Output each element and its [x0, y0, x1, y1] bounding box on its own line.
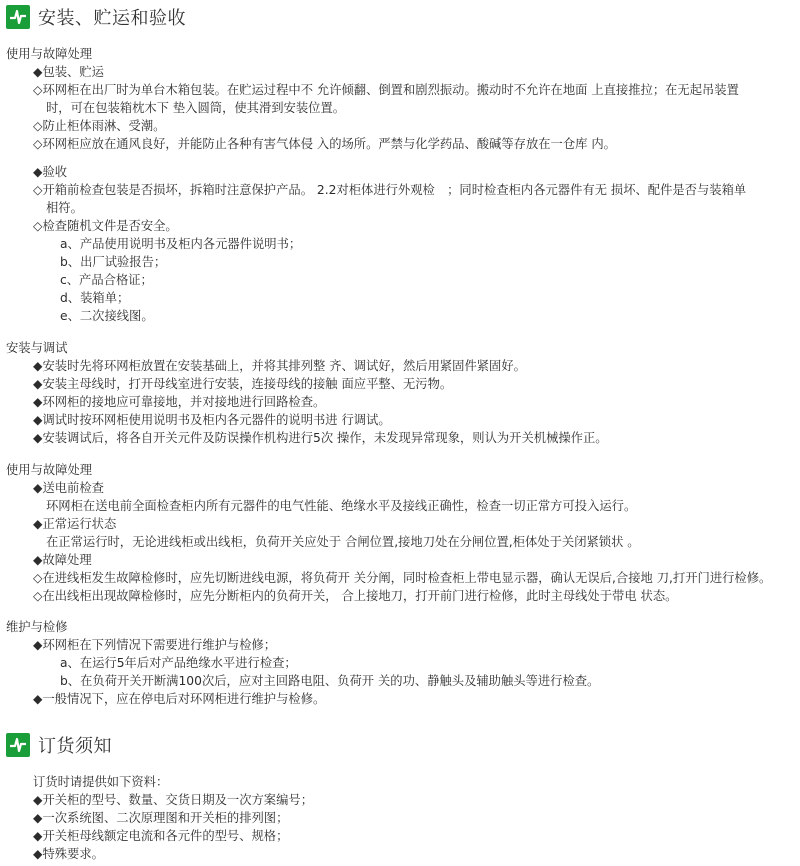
- section-title-order: 订货须知: [38, 736, 112, 757]
- section-header-install: [6, 3, 186, 31]
- list-item: ◆安装主母线时，打开母线室进行安装，连接母线的接触 面应平整、无污物。: [33, 377, 453, 391]
- list-item: 时，可在包装箱枕木下 垫入圆筒，使其滑到安装位置。: [46, 101, 346, 115]
- list-item: ◆环网柜在下列情况下需要进行维护与检修；: [33, 638, 277, 652]
- list-item: ◆特殊要求。: [33, 847, 104, 861]
- heading-setup: 安装与调试: [6, 341, 68, 355]
- list-item: ◇在进线柜发生故障检修时，应先切断进线电源，将负荷开 关分阐，同时检查柜上带电显示器，确认无误后,合接地 刀,打开门进行检修。: [33, 571, 772, 585]
- lightning-icon: [6, 733, 30, 757]
- list-item: ◇检查随机文件是否安全。: [33, 219, 178, 233]
- lightning-icon: [6, 5, 30, 29]
- doc-item: e、二次接线图。: [60, 309, 154, 323]
- section-header-order: [6, 731, 112, 759]
- list-item: ◇在出线柜出现故障检修时，应先分断柜内的负荷开关， 合上接地刀，打开前门进行检修，此时主母线处于带电 状态。: [33, 589, 678, 603]
- list-item: ◆安装时先将环网柜放置在安装基础上，并将其排列整 齐、调试好，然后用紧固件紧固好。: [33, 359, 526, 373]
- heading-use-1: 使用与故障处理: [6, 47, 93, 61]
- list-item: ◇环网柜在出厂时为单台木箱包装。在贮运过程中不 允许倾翻、倒置和剧烈振动。搬动时不允许在地面 上直接推拉；在无起吊装置: [33, 83, 739, 97]
- list-item: ◆一次系统图、二次原理图和开关柜的排列图；: [33, 811, 289, 825]
- list-item: ◇开箱前检查包装是否损坏，拆箱时注意保护产品。 2.2对柜体进行外观检 ；同时检查柜内各元器件有无 损坏、配件是否与装箱单: [33, 183, 747, 197]
- list-item: 环网柜在送电前全面检查柜内所有元器件的电气性能、绝缘水平及接线正确性，检查一切正常方可投入运行。: [46, 499, 637, 513]
- list-item: b、在负荷开关开断满100次后，应对主回路电阻、负荷开 关的功、静触头及辅助触头等进行检查。: [60, 674, 600, 688]
- list-item: ◆环网柜的接地应可靠接地，并对接地进行回路检查。: [33, 395, 326, 409]
- doc-item: d、装箱单；: [60, 291, 130, 305]
- list-item: ◆安装调试后，将各自开关元件及防误操作机构进行5次 操作，未发现异常现象，则认为开关机械操作正。: [33, 431, 608, 445]
- heading-use-2: 使用与故障处理: [6, 463, 93, 477]
- list-item: 相符。: [46, 201, 83, 215]
- list-item: ◆正常运行状态: [33, 517, 117, 531]
- list-item: ◆调试时按环网柜使用说明书及柜内各元器件的说明书进 行调试。: [33, 413, 391, 427]
- list-item: a、在运行5年后对产品绝缘水平进行检查；: [60, 656, 297, 670]
- list-item: ◇环网柜应放在通风良好，并能防止各种有害气体侵 入的场所。严禁与化学药品、酸碱等存放在一仓库 内。: [33, 137, 616, 151]
- list-item: ◇防止柜体雨淋、受潮。: [33, 119, 166, 133]
- doc-item: b、出厂试验报告；: [60, 255, 167, 269]
- check-heading: ◆验收: [33, 165, 68, 179]
- list-item: ◆一般情况下，应在停电后对环网柜进行维护与检修。: [33, 692, 326, 706]
- list-item: ◆开关柜的型号、数量、交货日期及一次方案编号；: [33, 793, 313, 807]
- list-item: ◆故障处理: [33, 553, 92, 567]
- doc-item: c、产品合格证；: [60, 273, 153, 287]
- order-intro: 订货时请提供如下资料：: [33, 775, 169, 789]
- heading-maint: 维护与检修: [6, 620, 68, 634]
- pack-heading: ◆包装、贮运: [33, 65, 104, 79]
- list-item: ◆开关柜母线额定电流和各元件的型号、规格；: [33, 829, 289, 843]
- section-title-install: 安装、贮运和验收: [38, 8, 186, 29]
- doc-item: a、产品使用说明书及柜内各元器件说明书；: [60, 237, 302, 251]
- list-item: 在正常运行时，无论进线柜或出线柜，负荷开关应处于 合闸位置,接地刀处在分闸位置,柜体处于关闭紧锁状 。: [46, 535, 640, 549]
- list-item: ◆送电前检查: [33, 481, 104, 495]
